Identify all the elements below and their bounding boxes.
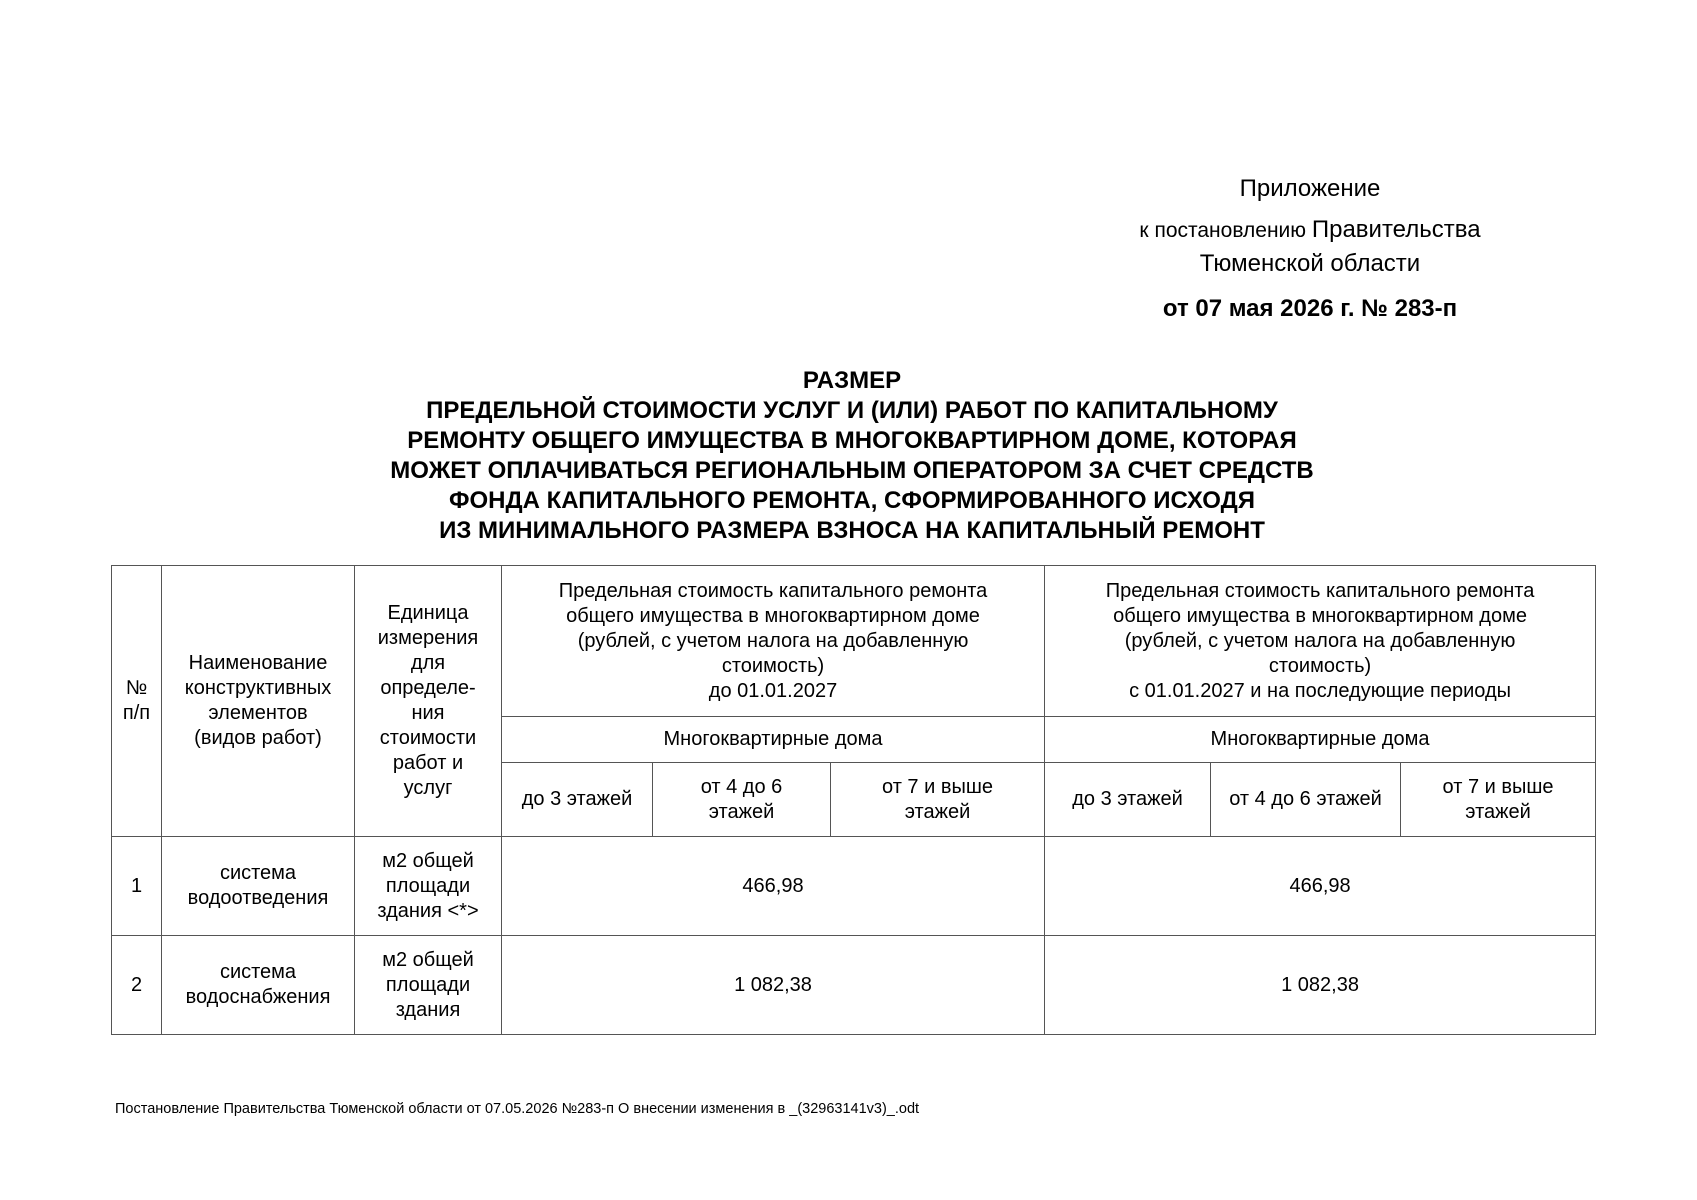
header-period-2: Предельная стоимость капитального ремонта общего имущества в многоквартирном доме (рублей, с учетом налога на добавленную стоимость) с 01.01.2027 и на последующие периоды xyxy=(1045,566,1596,717)
cost-table xyxy=(111,565,1596,1035)
title-line: МОЖЕТ ОПЛАЧИВАТЬСЯ РЕГИОНАЛЬНЫМ ОПЕРАТОРОМ ЗА СЧЕТ СРЕДСТВ xyxy=(390,457,1314,484)
title-line: ИЗ МИНИМАЛЬНОГО РАЗМЕРА ВЗНОСА НА КАПИТАЛЬНЫЙ РЕМОНТ xyxy=(439,517,1265,544)
appendix-block xyxy=(1060,172,1560,325)
row-value-period-2: 466,98 xyxy=(1045,837,1596,936)
title-line: РЕМОНТУ ОБЩЕГО ИМУЩЕСТВА В МНОГОКВАРТИРНОМ ДОМЕ, КОТОРАЯ xyxy=(407,427,1297,454)
row-value-period-1: 466,98 xyxy=(502,837,1045,936)
row-element-name: система водоотведения xyxy=(162,837,355,936)
header-unit: Единица измерения для определе- ния стоимости работ и услуг xyxy=(355,566,502,837)
header-floors-p2-7-plus: от 7 и выше этажей xyxy=(1401,763,1596,837)
title-line: РАЗМЕР xyxy=(802,367,902,394)
document-title xyxy=(112,366,1592,546)
appendix-label: Приложение xyxy=(1239,175,1381,202)
row-unit: м2 общей площади здания xyxy=(355,936,502,1035)
table-row xyxy=(112,837,1596,936)
row-num: 2 xyxy=(112,936,162,1035)
appendix-to-government: Правительства xyxy=(1311,216,1481,243)
header-floors-p1-4-to-6: от 4 до 6 этажей xyxy=(653,763,831,837)
appendix-to-prefix: к постановлению xyxy=(1139,219,1312,242)
header-floors-p1-7-plus: от 7 и выше этажей xyxy=(831,763,1045,837)
header-houses-period-2: Многоквартирные дома xyxy=(1045,717,1596,763)
appendix-date-number: от 07 мая 2026 г. № 283-п xyxy=(1162,295,1458,322)
header-floors-p2-4-to-6: от 4 до 6 этажей xyxy=(1211,763,1401,837)
row-num: 1 xyxy=(112,837,162,936)
header-num: № п/п xyxy=(112,566,162,837)
document-footer: Постановление Правительства Тюменской области от 07.05.2026 №283-п О внесении изменения в _(32963141v3)_.odt xyxy=(115,1101,920,1117)
title-line: ФОНДА КАПИТАЛЬНОГО РЕМОНТА, СФОРМИРОВАННОГО ИСХОДЯ xyxy=(448,487,1255,514)
row-element-name: система водоснабжения xyxy=(162,936,355,1035)
header-element-name: Наименование конструктивных элементов (видов работ) xyxy=(162,566,355,837)
appendix-region: Тюменской области xyxy=(1199,250,1421,277)
appendix-resolution-ref xyxy=(1060,213,1560,247)
header-period-1: Предельная стоимость капитального ремонта общего имущества в многоквартирном доме (рублей, с учетом налога на добавленную стоимость) до 01.01.2027 xyxy=(502,566,1045,717)
header-floors-p1-up-to-3: до 3 этажей xyxy=(502,763,653,837)
title-line: ПРЕДЕЛЬНОЙ СТОИМОСТИ УСЛУГ И (ИЛИ) РАБОТ ПО КАПИТАЛЬНОМУ xyxy=(426,397,1278,424)
row-value-period-1: 1 082,38 xyxy=(502,936,1045,1035)
header-houses-period-1: Многоквартирные дома xyxy=(502,717,1045,763)
table-row xyxy=(112,936,1596,1035)
row-value-period-2: 1 082,38 xyxy=(1045,936,1596,1035)
header-floors-p2-up-to-3: до 3 этажей xyxy=(1045,763,1211,837)
row-unit: м2 общей площади здания <*> xyxy=(355,837,502,936)
